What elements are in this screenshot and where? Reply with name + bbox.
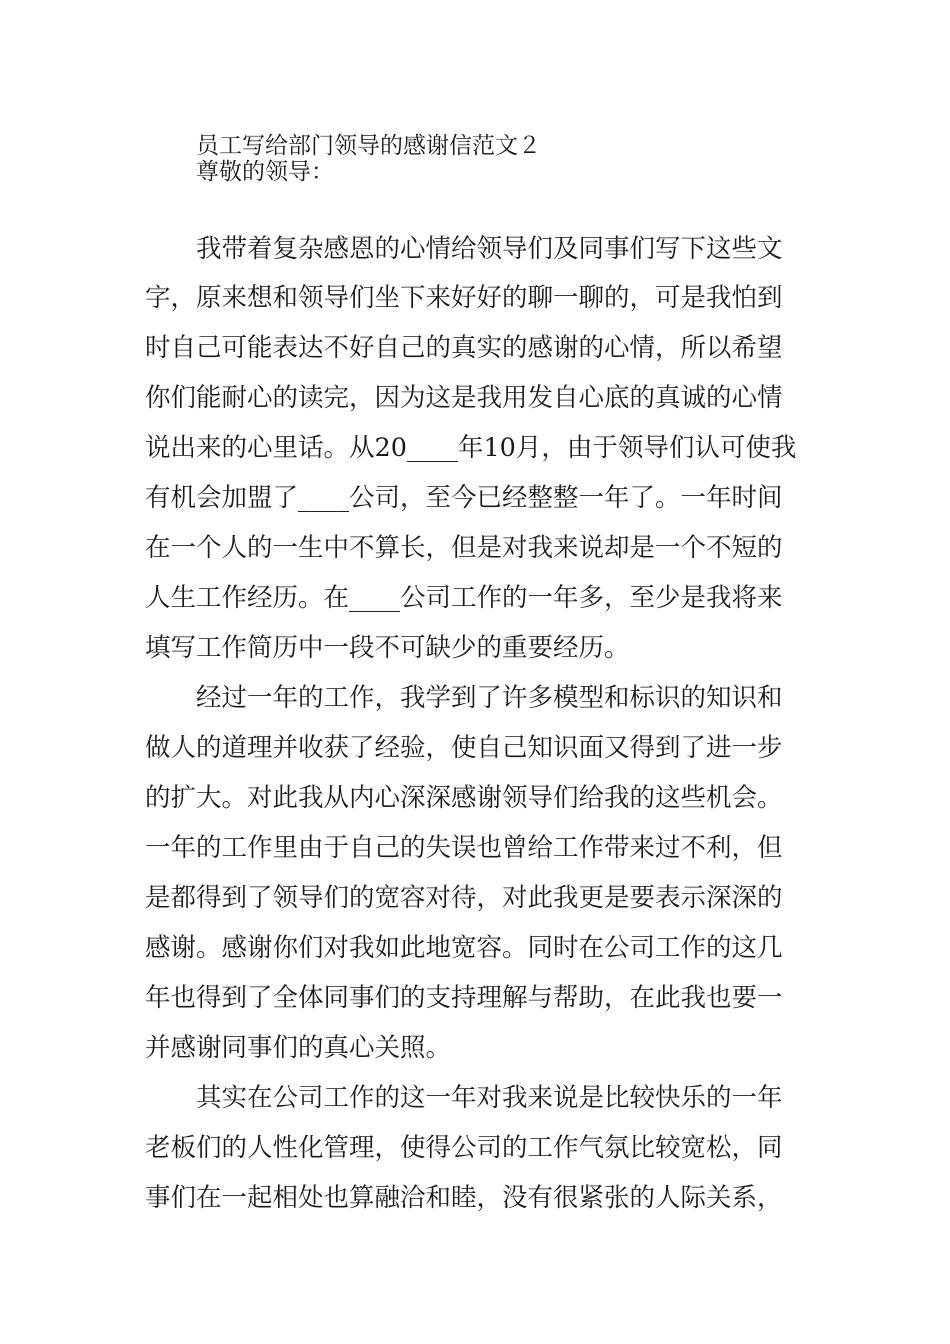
paragraph-3-line-3: 事们在一起相处也算融洽和睦，没有很紧张的人际关系，	[145, 1183, 783, 1213]
paragraph-2-line-4: 一年的工作里由于自己的失误也曾给工作带来过不利，但	[145, 833, 783, 863]
paragraph-1-line-5: 说出来的心里话。从20____年10月，由于领导们认可使我	[145, 433, 797, 463]
paragraph-2-line-7: 年也得到了全体同事们的支持理解与帮助，在此我也要一	[145, 983, 783, 1013]
paragraph-1-line-6: 有机会加盟了____公司，至今已经整整一年了。一年时间	[145, 483, 783, 513]
paragraph-1-line-9: 填写工作简历中一段不可缺少的重要经历。	[145, 633, 630, 663]
paragraph-1-line-1: 我带着复杂感恩的心情给领导们及同事们写下这些文	[196, 234, 783, 264]
paragraph-3-line-2: 老板们的人性化管理，使得公司的工作气氛比较宽松，同	[145, 1133, 783, 1163]
paragraph-2-line-3: 的扩大。对此我从内心深深感谢领导们给我的这些机会。	[145, 783, 783, 813]
document-title: 员工写给部门领导的感谢信范文２	[196, 133, 541, 159]
paragraph-2-line-1: 经过一年的工作，我学到了许多模型和标识的知识和	[196, 683, 783, 713]
paragraph-1-line-2: 字，原来想和领导们坐下来好好的聊一聊的，可是我怕到	[145, 283, 783, 313]
salutation: 尊敬的领导：	[196, 159, 334, 185]
paragraph-1-line-7: 在一个人的一生中不算长，但是对我来说却是一个不短的	[145, 533, 783, 563]
paragraph-2-line-2: 做人的道理并收获了经验，使自己知识面又得到了进一步	[145, 733, 783, 763]
paragraph-1-line-4: 你们能耐心的读完，因为这是我用发自心底的真诚的心情	[145, 383, 783, 413]
paragraph-1-line-3: 时自己可能表达不好自己的真实的感谢的心情，所以希望	[145, 333, 783, 363]
paragraph-3-line-1: 其实在公司工作的这一年对我来说是比较快乐的一年	[196, 1083, 783, 1113]
paragraph-1-line-8: 人生工作经历。在____公司工作的一年多，至少是我将来	[145, 583, 783, 613]
paragraph-2-line-8: 并感谢同事们的真心关照。	[145, 1033, 452, 1063]
paragraph-2-line-5: 是都得到了领导们的宽容对待，对此我更是要表示深深的	[145, 883, 783, 913]
paragraph-2-line-6: 感谢。感谢你们对我如此地宽容。同时在公司工作的这几	[145, 933, 783, 963]
